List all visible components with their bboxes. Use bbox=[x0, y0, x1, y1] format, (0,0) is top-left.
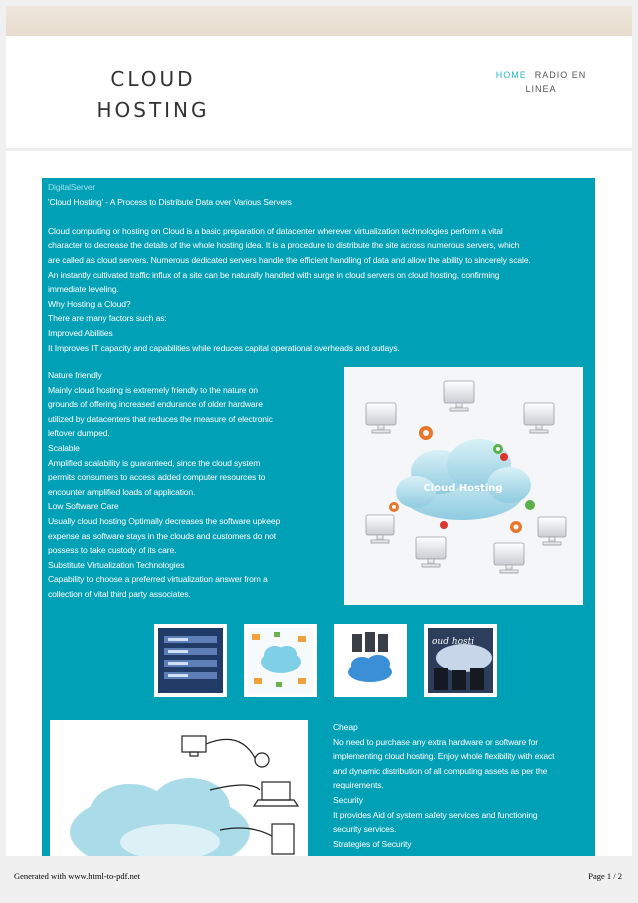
main-nav bbox=[486, 68, 596, 96]
site-logo[interactable] bbox=[68, 64, 238, 126]
article-intro bbox=[48, 180, 593, 355]
cloud-hosting-thumbnail[interactable] bbox=[424, 624, 497, 697]
cloud-network-thumbnail[interactable] bbox=[244, 624, 317, 697]
intro-line: are called as cloud servers. Numerous dedicated servers handle the efficient handling of data and allow the ability to sincerely scale. bbox=[48, 254, 531, 265]
server-rack-icon bbox=[158, 628, 223, 693]
text-line: Amplified scalability is guaranteed, since the cloud system bbox=[48, 457, 261, 468]
text-line: Nature friendly bbox=[48, 370, 102, 380]
text-line: It provides Aid of system safety services and functioning bbox=[333, 809, 538, 820]
intro-line: immediate leveling. bbox=[48, 284, 119, 295]
text-line: Scalable bbox=[48, 442, 80, 453]
text-line: possess to take custody of its care. bbox=[48, 545, 177, 556]
text-line: implementing cloud hosting. Enjoy whole flexibility with exact bbox=[333, 751, 555, 762]
text-line: Security bbox=[333, 794, 363, 805]
cloud-hosting-illustration bbox=[344, 367, 583, 605]
text-line: collection of vital third party associates. bbox=[48, 588, 191, 599]
right-column-text bbox=[333, 720, 595, 851]
category-link[interactable]: DigitalServer bbox=[48, 182, 96, 192]
text-line: and dynamic distribution of all computing assets as per the bbox=[333, 765, 548, 776]
text-line: Usually cloud hosting Optimally decreases the software upkeep bbox=[48, 515, 281, 526]
factors-intro: There are many factors such as: bbox=[48, 313, 167, 324]
text-line: encounter amplified loads of application. bbox=[48, 486, 196, 497]
text-line: No need to purchase any extra hardware or software for bbox=[333, 736, 538, 747]
text-line: grounds of offering increased endurance of older hardware bbox=[48, 399, 263, 410]
nav-radio-link[interactable]: RADIO EN LINEA bbox=[525, 70, 587, 94]
logo-line-1: CLOUD bbox=[110, 67, 196, 91]
logo-line-2: HOSTING bbox=[96, 98, 210, 122]
text-line: Low Software Care bbox=[48, 501, 119, 512]
cloud-shape bbox=[396, 439, 531, 520]
text-line: Substitute Virtualization Technologies bbox=[48, 559, 185, 570]
why-heading: Why Hosting a Cloud? bbox=[48, 298, 131, 309]
text-line: permits consumers to access added computer resources to bbox=[48, 472, 266, 483]
cloud-network-icon bbox=[248, 628, 313, 693]
improved-heading: Improved Abilities bbox=[48, 327, 113, 338]
cloud-servers-thumbnail[interactable] bbox=[334, 624, 407, 697]
article-content bbox=[42, 178, 595, 856]
site-header bbox=[6, 36, 632, 151]
cloud-devices-image bbox=[50, 720, 308, 856]
top-banner bbox=[6, 6, 632, 36]
text-line: Capability to choose a preferred virtualization answer from a bbox=[48, 574, 268, 585]
text-line: utilized by datacenters that reduces the measure of electronic bbox=[48, 413, 273, 424]
cloud-hosting-diagram-image bbox=[344, 367, 583, 605]
text-line: leftover dumped. bbox=[48, 428, 110, 439]
text-line: Strategies of Security bbox=[333, 838, 412, 849]
text-line: security services. bbox=[333, 824, 397, 835]
server-rack-thumbnail[interactable] bbox=[154, 624, 227, 697]
intro-line: An instantly cultivated traffic influx of a site can be naturally handled with surge in cloud servers on cloud hosting, confirming bbox=[48, 269, 500, 280]
page bbox=[6, 36, 632, 856]
text-line: Mainly cloud hosting is extremely friendly to the nature on bbox=[48, 384, 258, 395]
article-subtitle: 'Cloud Hosting' - A Process to Distribute Data over Various Servers bbox=[48, 196, 292, 207]
nav-home-link[interactable]: HOME bbox=[495, 70, 527, 80]
thumbnail-caption: oud hosti bbox=[432, 637, 475, 647]
improved-text: It Improves IT capacity and capabilities while reduces capital operational overheads and outlays. bbox=[48, 342, 400, 353]
cloud-servers-icon bbox=[338, 628, 403, 693]
cloud-devices-illustration bbox=[50, 720, 308, 856]
footer-generated-text: Generated with www.html-to-pdf.net bbox=[14, 871, 140, 881]
footer-page-number: Page 1 / 2 bbox=[588, 871, 622, 881]
text-line: requirements. bbox=[333, 780, 384, 791]
intro-line: character to decrease the details of the whole hosting idea. It is a procedure to distribute the site across numerous servers, which bbox=[48, 240, 520, 251]
intro-line: Cloud computing or hosting on Cloud is a basic preparation of datacenter wherever virtualization technologies perform a vital bbox=[48, 225, 503, 236]
cloud-hosting-icon bbox=[428, 628, 493, 693]
cloud-hosting-label: Cloud Hosting bbox=[423, 483, 503, 494]
left-column-text bbox=[48, 368, 314, 602]
text-line: expense as software stays in the clouds and customers do not bbox=[48, 530, 276, 541]
text-line: Cheap bbox=[333, 722, 358, 732]
